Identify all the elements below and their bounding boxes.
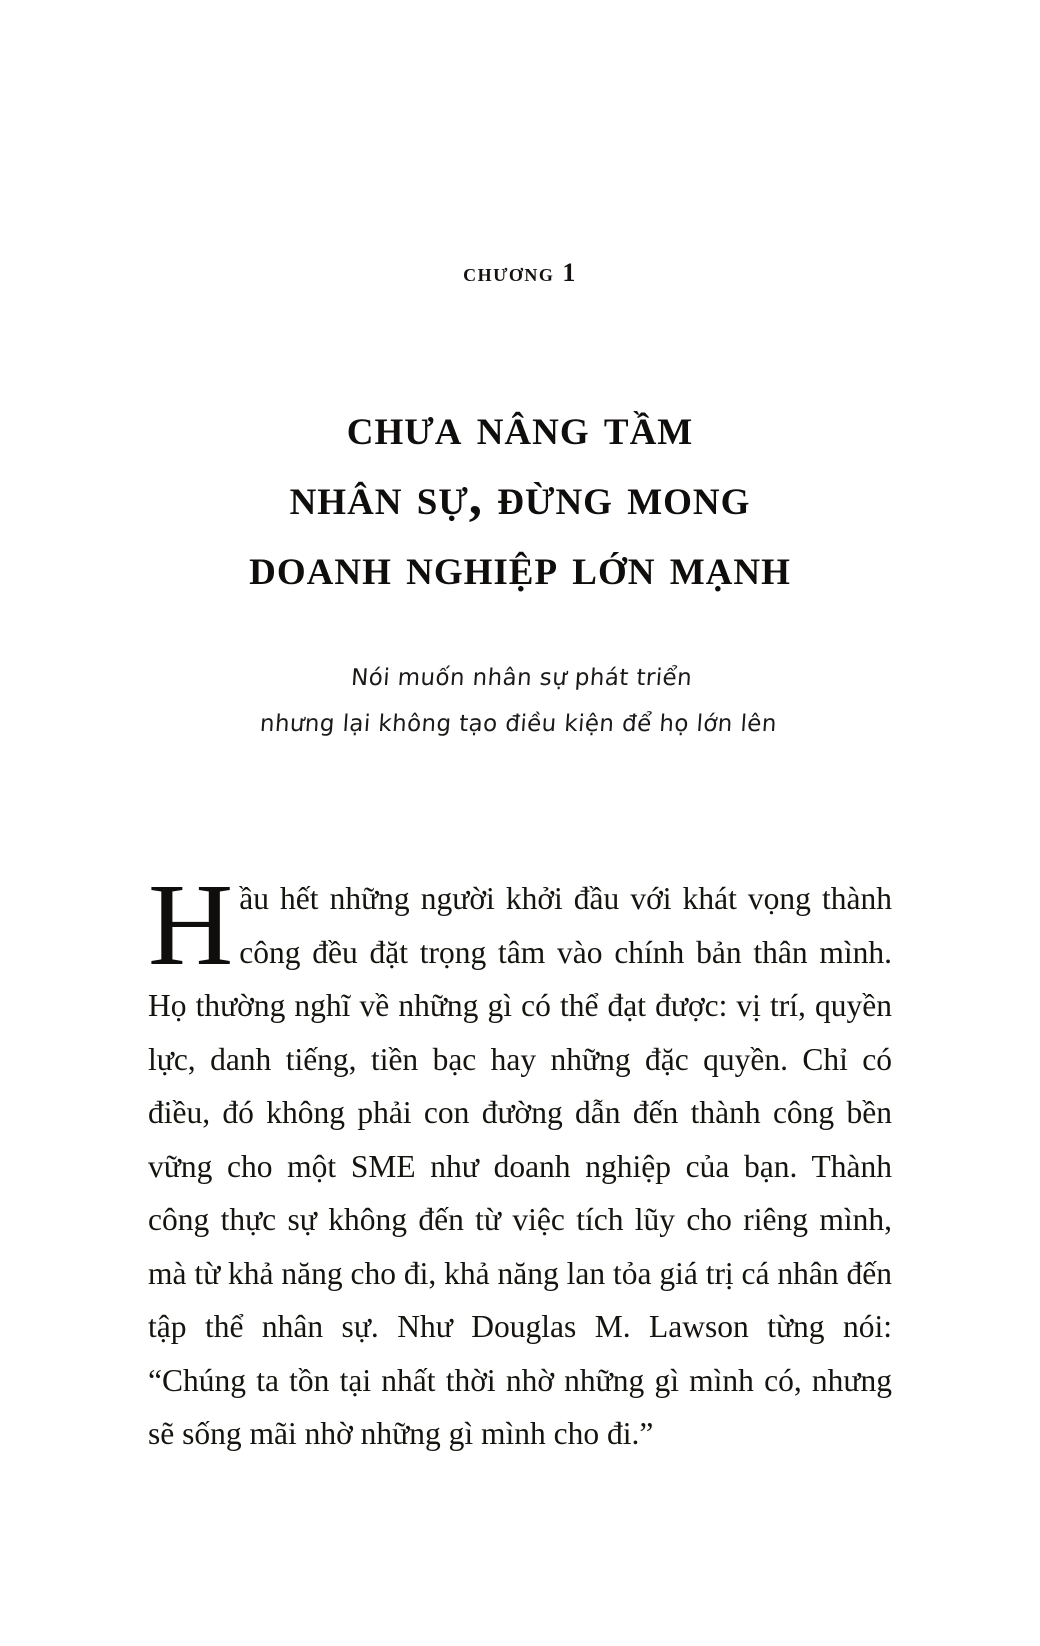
chapter-label: chương 1 [463, 258, 577, 287]
page-title-line-1: chưa nâng tầm [346, 398, 694, 456]
page-subtitle-line-1: Nói muốn nhân sự phát triển [350, 665, 693, 691]
page-title-line-3: doanh nghiệp lớn mạnh [249, 538, 791, 596]
page-title-line-2: nhân sự, đừng mong [289, 468, 751, 526]
drop-cap: H [148, 859, 234, 990]
page-subtitle [117, 655, 923, 747]
body-paragraph [148, 859, 892, 1461]
page-subtitle-line-2: nhưng lại không tạo điều kiện để họ lớn lên [259, 711, 778, 737]
page-title [120, 392, 920, 602]
body-text [148, 859, 892, 1461]
body-paragraph-text: ầu hết những người khởi đầu với khát vọng thành công đều đặt trọng tâm vào chính bản thân mình. Họ thường nghĩ về những gì có thể đạt được: vị trí, quyền lực, danh tiếng, tiền bạc hay những đặc quyền. Chỉ có điều, đó không phải con đường dẫn đến thành công bền vững cho một SME như doanh nghiệp của bạn. Thành công thực sự không đến từ việc tích lũy cho riêng mình, mà từ khả năng cho đi, khả năng lan tỏa giá trị cá nhân đến tập thể nhân sự. Như Douglas M. Lawson từng nói: “Chúng ta tồn tại nhất thời nhờ những gì mình có, nhưng sẽ sống mãi nhờ những gì mình cho đi.” [148, 881, 892, 1451]
